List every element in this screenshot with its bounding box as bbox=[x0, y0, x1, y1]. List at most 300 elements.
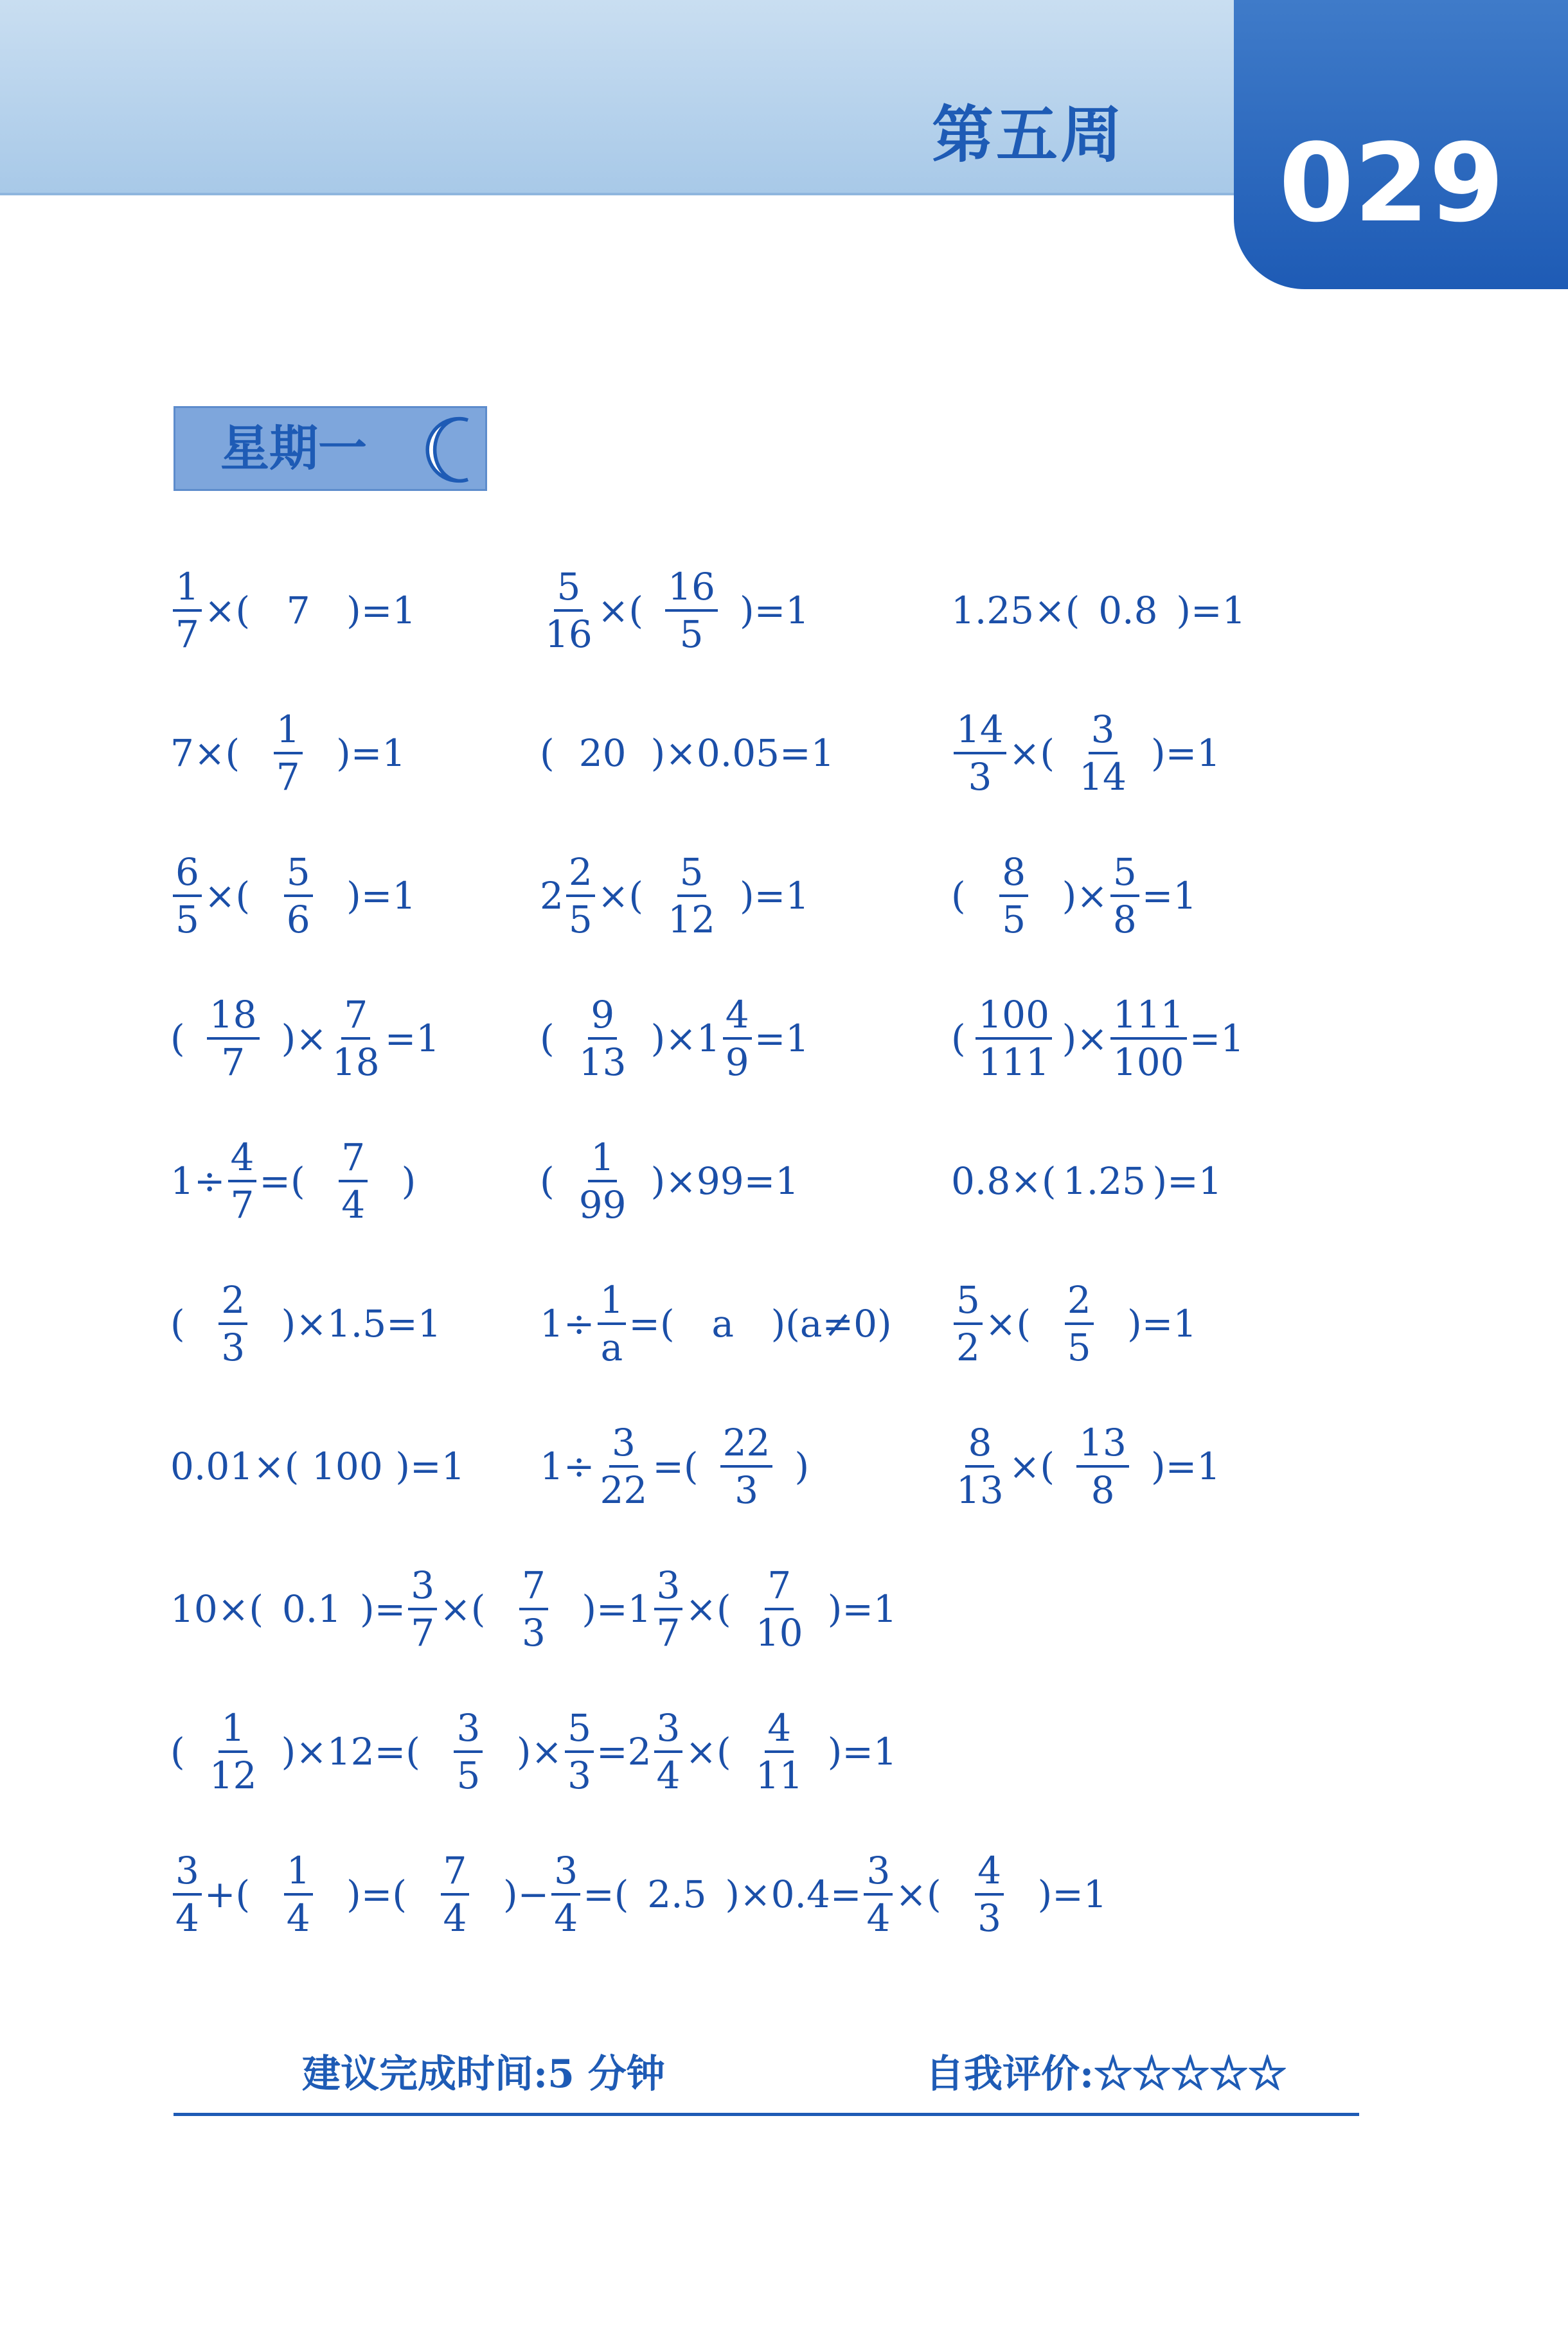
fraction-numerator: 7 bbox=[341, 996, 370, 1040]
expr-text: )=1 bbox=[740, 874, 810, 918]
filled-answer bbox=[1074, 707, 1132, 799]
expr-text: 0.8×( bbox=[951, 1159, 1056, 1203]
exercise-item bbox=[170, 1687, 897, 1816]
fraction-numerator: 4 bbox=[723, 996, 752, 1040]
fraction bbox=[1076, 1421, 1129, 1512]
filled-answer bbox=[1098, 589, 1157, 632]
exercise-item bbox=[540, 1402, 809, 1531]
fraction-denominator: 13 bbox=[956, 1468, 1004, 1512]
fraction bbox=[274, 707, 303, 799]
fraction-numerator: 1 bbox=[274, 711, 303, 754]
fraction-denominator: 7 bbox=[411, 1611, 435, 1655]
fraction bbox=[454, 1706, 483, 1797]
exercise-row bbox=[0, 1830, 1568, 1959]
expr-text: ( bbox=[540, 1017, 555, 1060]
expr-text: 1÷ bbox=[170, 1159, 226, 1203]
fraction bbox=[976, 993, 1052, 1084]
expr-text: =( bbox=[652, 1445, 699, 1488]
fraction bbox=[954, 1421, 1006, 1512]
answer-blank[interactable] bbox=[185, 1706, 281, 1797]
answer-blank[interactable] bbox=[185, 993, 281, 1084]
fraction-numerator: 3 bbox=[864, 1852, 893, 1896]
answer-blank[interactable] bbox=[966, 850, 1062, 941]
self-evaluation: 自我评价:☆☆☆☆☆ bbox=[925, 2052, 1287, 2097]
answer-blank[interactable] bbox=[185, 1278, 281, 1369]
suggested-time: 建议完成时间:5 分钟 bbox=[302, 2052, 665, 2097]
expr-text: ( bbox=[540, 731, 555, 775]
fraction-numerator: 3 bbox=[1089, 711, 1118, 754]
expr-text: =1 bbox=[754, 1017, 810, 1060]
expr-text: 100 bbox=[312, 1445, 383, 1488]
fraction bbox=[218, 1278, 247, 1369]
expr-text: ×( bbox=[895, 1872, 941, 1916]
fraction-denominator: 4 bbox=[341, 1183, 366, 1227]
expr-text: ×( bbox=[597, 874, 644, 918]
fraction-denominator: 7 bbox=[221, 1040, 245, 1084]
expr-text: )×1 bbox=[650, 1017, 720, 1060]
fraction-denominator: 6 bbox=[286, 898, 310, 941]
expr-text: 7 bbox=[286, 589, 310, 632]
exercise-item bbox=[170, 974, 440, 1103]
page-number: 029 bbox=[1279, 120, 1504, 246]
fraction-denominator: 100 bbox=[1112, 1040, 1184, 1084]
fraction-numerator: 1 bbox=[218, 1709, 247, 1753]
fraction-numerator: 2 bbox=[1065, 1281, 1094, 1325]
expr-text: )=1 bbox=[1176, 589, 1246, 632]
fraction bbox=[330, 993, 382, 1084]
expr-text: ×( bbox=[1008, 731, 1055, 775]
fraction bbox=[665, 565, 718, 656]
answer-blank[interactable] bbox=[555, 731, 651, 775]
expr-text: )=1 bbox=[740, 589, 810, 632]
exercise-item bbox=[540, 546, 809, 675]
filled-answer bbox=[282, 1587, 341, 1631]
expr-text: )=1 bbox=[346, 589, 416, 632]
expr-text: )× bbox=[516, 1730, 563, 1774]
fraction-numerator: 16 bbox=[665, 568, 718, 612]
filled-answer bbox=[281, 1849, 316, 1940]
exercise-row bbox=[0, 1687, 1568, 1816]
fraction-numerator: 3 bbox=[609, 1424, 638, 1468]
fraction-numerator: 4 bbox=[765, 1709, 794, 1753]
expr-text: ×( bbox=[440, 1587, 486, 1631]
fraction-denominator: 99 bbox=[578, 1183, 627, 1227]
filled-answer bbox=[336, 1135, 370, 1227]
exercise-item bbox=[540, 832, 809, 960]
expr-text: ×( bbox=[685, 1730, 731, 1774]
answer-blank[interactable] bbox=[555, 993, 651, 1084]
fraction-denominator: 3 bbox=[567, 1754, 592, 1797]
fraction-numerator: 1 bbox=[173, 568, 202, 612]
expr-text: ) bbox=[794, 1445, 810, 1488]
fraction-denominator: 3 bbox=[221, 1326, 245, 1369]
fraction-numerator: 8 bbox=[965, 1424, 994, 1468]
expr-text: )(a≠0) bbox=[771, 1302, 892, 1346]
fraction bbox=[864, 1849, 893, 1940]
expr-text: )=1 bbox=[1127, 1302, 1197, 1346]
fraction-numerator: 18 bbox=[207, 996, 260, 1040]
fraction-denominator: 4 bbox=[866, 1896, 891, 1940]
fraction bbox=[723, 993, 752, 1084]
expr-text: =1 bbox=[384, 1017, 440, 1060]
exercise-item bbox=[170, 1830, 1107, 1959]
fraction-denominator: 5 bbox=[456, 1754, 481, 1797]
fraction-numerator: 3 bbox=[551, 1852, 580, 1896]
filled-answer bbox=[451, 1706, 485, 1797]
exercise-row bbox=[0, 1259, 1568, 1388]
fraction-numerator: 2 bbox=[218, 1281, 247, 1325]
fraction-denominator: 5 bbox=[1002, 898, 1026, 941]
answer-blank[interactable] bbox=[299, 1445, 395, 1488]
expr-text: )=1 bbox=[1151, 731, 1221, 775]
fraction-numerator: 14 bbox=[954, 711, 1006, 754]
fraction-numerator: 8 bbox=[999, 853, 1028, 897]
filled-answer bbox=[281, 850, 316, 941]
filled-answer bbox=[997, 850, 1031, 941]
fraction bbox=[753, 1563, 806, 1655]
fraction bbox=[566, 850, 595, 941]
expr-text: 0.01×( bbox=[170, 1445, 299, 1488]
expr-text: ×( bbox=[984, 1302, 1031, 1346]
answer-blank[interactable] bbox=[966, 993, 1062, 1084]
fraction-denominator: 14 bbox=[1079, 755, 1127, 799]
fraction-denominator: 22 bbox=[600, 1468, 648, 1512]
expr-text: ( bbox=[170, 1302, 185, 1346]
filled-answer bbox=[1074, 1421, 1132, 1512]
fraction bbox=[576, 993, 629, 1084]
expr-text: 1.25 bbox=[1062, 1159, 1146, 1203]
fraction-denominator: 18 bbox=[332, 1040, 380, 1084]
fraction-numerator: 13 bbox=[1076, 1424, 1129, 1468]
exercise-item bbox=[951, 832, 1197, 960]
expr-text: a bbox=[711, 1302, 734, 1346]
fraction-numerator: 5 bbox=[954, 1281, 983, 1325]
filled-answer bbox=[663, 565, 720, 656]
footer bbox=[174, 2042, 1359, 2116]
expr-text: ×( bbox=[204, 589, 251, 632]
fraction bbox=[720, 1421, 773, 1512]
fraction bbox=[975, 1849, 1004, 1940]
answer-blank[interactable] bbox=[240, 707, 336, 799]
expr-text: )×99=1 bbox=[650, 1159, 799, 1203]
week-title: 第五周 bbox=[932, 99, 1125, 171]
filled-answer bbox=[711, 1302, 734, 1346]
exercise-row bbox=[0, 1117, 1568, 1245]
answer-blank[interactable] bbox=[731, 1706, 828, 1797]
exercise-item bbox=[170, 1117, 416, 1245]
exercise-row bbox=[0, 1545, 1568, 1673]
exercise-item bbox=[951, 974, 1244, 1103]
fraction-numerator: 5 bbox=[284, 853, 313, 897]
filled-answer bbox=[204, 993, 262, 1084]
fraction bbox=[551, 1849, 580, 1940]
expr-text: ( bbox=[170, 1017, 185, 1060]
fraction bbox=[441, 1849, 470, 1940]
fraction bbox=[665, 850, 718, 941]
filled-answer bbox=[751, 1706, 808, 1797]
fraction-denominator: 11 bbox=[755, 1754, 803, 1797]
filled-answer bbox=[663, 850, 720, 941]
fraction bbox=[654, 1706, 683, 1797]
expr-text: ×( bbox=[685, 1587, 731, 1631]
expr-text: )=( bbox=[346, 1872, 407, 1916]
fraction-denominator: 7 bbox=[276, 755, 300, 799]
answer-blank[interactable] bbox=[485, 1563, 582, 1655]
fraction bbox=[408, 1563, 437, 1655]
exercise-row bbox=[0, 546, 1568, 675]
exercise-item bbox=[170, 1259, 441, 1388]
answer-blank[interactable] bbox=[643, 850, 740, 941]
fraction-denominator: 3 bbox=[968, 755, 992, 799]
expr-text: ( bbox=[951, 1017, 966, 1060]
exercise-item bbox=[170, 689, 405, 817]
fraction bbox=[565, 1706, 594, 1797]
fraction bbox=[954, 707, 1006, 799]
answer-blank[interactable] bbox=[628, 1872, 725, 1916]
fraction-numerator: 111 bbox=[1110, 996, 1187, 1040]
fraction-denominator: 7 bbox=[230, 1183, 254, 1227]
expr-text: 1.25×( bbox=[951, 589, 1080, 632]
filled-answer bbox=[1063, 1159, 1146, 1203]
answer-blank[interactable] bbox=[1031, 1278, 1127, 1369]
fraction-numerator: 7 bbox=[519, 1567, 548, 1610]
expr-text: ) bbox=[401, 1159, 416, 1203]
exercise-item bbox=[540, 689, 835, 817]
fraction-denominator: 4 bbox=[286, 1896, 310, 1940]
filled-answer bbox=[574, 993, 632, 1084]
fraction-numerator: 3 bbox=[173, 1852, 202, 1896]
fraction-numerator: 4 bbox=[228, 1139, 257, 1182]
fraction bbox=[284, 1849, 313, 1940]
fraction-denominator: 13 bbox=[578, 1040, 627, 1084]
fraction-numerator: 6 bbox=[173, 853, 202, 897]
expr-text: ×( bbox=[1008, 1445, 1055, 1488]
expr-text: =1 bbox=[1189, 1017, 1245, 1060]
fraction-numerator: 7 bbox=[441, 1852, 470, 1896]
expr-text: 7×( bbox=[170, 731, 240, 775]
day-label-banner bbox=[174, 406, 487, 491]
expr-text: )×0.4= bbox=[725, 1872, 862, 1916]
fraction-denominator: 7 bbox=[175, 612, 199, 656]
expr-text: )=1 bbox=[1151, 1445, 1221, 1488]
fraction bbox=[207, 993, 260, 1084]
expr-text: ×( bbox=[597, 589, 644, 632]
fraction-denominator: 4 bbox=[656, 1754, 681, 1797]
fraction bbox=[542, 565, 595, 656]
exercise-item bbox=[951, 1117, 1222, 1245]
fraction bbox=[999, 850, 1028, 941]
fraction bbox=[954, 1278, 983, 1369]
answer-blank[interactable] bbox=[1080, 589, 1176, 632]
exercise-item bbox=[540, 1259, 892, 1388]
filled-answer bbox=[973, 993, 1055, 1084]
filled-answer bbox=[312, 1445, 383, 1488]
answer-blank[interactable] bbox=[731, 1563, 828, 1655]
expr-text: )=1 bbox=[827, 1730, 897, 1774]
answer-blank[interactable] bbox=[1055, 707, 1151, 799]
answer-blank[interactable] bbox=[643, 565, 740, 656]
fraction bbox=[1110, 993, 1187, 1084]
filled-answer bbox=[751, 1563, 808, 1655]
fraction bbox=[1076, 707, 1129, 799]
filled-answer bbox=[204, 1706, 262, 1797]
exercise-row bbox=[0, 1402, 1568, 1531]
answer-blank[interactable] bbox=[699, 1421, 795, 1512]
fraction-denominator: 2 bbox=[956, 1326, 980, 1369]
fraction bbox=[173, 565, 202, 656]
expr-text: )=1 bbox=[336, 731, 406, 775]
expr-text: ( bbox=[951, 874, 966, 918]
fraction-numerator: 5 bbox=[1110, 853, 1139, 897]
fraction-denominator: 12 bbox=[668, 898, 715, 941]
expr-text: 2 bbox=[540, 874, 564, 918]
fraction-numerator: 3 bbox=[408, 1567, 437, 1610]
fraction-denominator: 3 bbox=[521, 1611, 546, 1655]
fraction bbox=[654, 1563, 683, 1655]
expr-text: )×1.5=1 bbox=[281, 1302, 441, 1346]
expr-text: =( bbox=[628, 1302, 675, 1346]
fraction-numerator: 2 bbox=[566, 853, 595, 897]
fraction-numerator: 3 bbox=[454, 1709, 483, 1753]
exercise-item bbox=[951, 1259, 1197, 1388]
fraction-denominator: 111 bbox=[978, 1040, 1049, 1084]
exercise-item bbox=[170, 1545, 897, 1673]
fraction bbox=[753, 1706, 806, 1797]
answer-blank[interactable] bbox=[675, 1302, 771, 1346]
filled-answer bbox=[271, 707, 305, 799]
fraction bbox=[519, 1563, 548, 1655]
expr-text: ( bbox=[540, 1159, 555, 1203]
fraction-denominator: 10 bbox=[755, 1611, 803, 1655]
answer-blank[interactable] bbox=[250, 589, 346, 632]
filled-answer bbox=[718, 1421, 776, 1512]
fraction-numerator: 4 bbox=[975, 1852, 1004, 1896]
fraction-numerator: 1 bbox=[284, 1852, 313, 1896]
answer-blank[interactable] bbox=[407, 1849, 503, 1940]
answer-blank[interactable] bbox=[305, 1135, 402, 1227]
filled-answer bbox=[579, 731, 627, 775]
expr-text: )=1 bbox=[582, 1587, 652, 1631]
answer-blank[interactable] bbox=[941, 1849, 1038, 1940]
fraction bbox=[284, 850, 313, 941]
answer-blank[interactable] bbox=[250, 1849, 346, 1940]
fraction-numerator: 22 bbox=[720, 1424, 773, 1468]
expr-text: )=1 bbox=[395, 1445, 465, 1488]
fraction bbox=[576, 1135, 629, 1227]
exercise-item bbox=[170, 546, 416, 675]
fraction bbox=[228, 1135, 257, 1227]
expr-text: =( bbox=[583, 1872, 629, 1916]
expr-text: )×12=( bbox=[281, 1730, 420, 1774]
answer-blank[interactable] bbox=[250, 850, 346, 941]
expr-text: 10×( bbox=[170, 1587, 264, 1631]
filled-answer bbox=[972, 1849, 1006, 1940]
expr-text: 20 bbox=[578, 731, 627, 775]
answer-blank[interactable] bbox=[263, 1587, 360, 1631]
filled-answer bbox=[287, 589, 310, 632]
fraction-numerator: 5 bbox=[677, 853, 706, 897]
exercise-item bbox=[170, 832, 416, 960]
fraction-numerator: 7 bbox=[339, 1139, 368, 1182]
fraction bbox=[1110, 850, 1139, 941]
fraction-denominator: 7 bbox=[656, 1611, 681, 1655]
expr-text: ×( bbox=[204, 874, 251, 918]
fraction-denominator: 3 bbox=[977, 1896, 1002, 1940]
fraction-numerator: 5 bbox=[554, 568, 583, 612]
fraction bbox=[598, 1278, 627, 1369]
fraction-numerator: 3 bbox=[654, 1567, 683, 1610]
fraction bbox=[173, 850, 202, 941]
expr-text: )×0.05=1 bbox=[650, 731, 835, 775]
fraction-denominator: 8 bbox=[1112, 898, 1137, 941]
expr-text: =2 bbox=[596, 1730, 652, 1774]
fraction-numerator: 7 bbox=[765, 1567, 794, 1610]
fraction-denominator: 3 bbox=[735, 1468, 758, 1512]
answer-blank[interactable] bbox=[1056, 1159, 1152, 1203]
expr-text: 1÷ bbox=[540, 1302, 595, 1346]
fraction bbox=[598, 1421, 650, 1512]
fraction-numerator: 3 bbox=[654, 1709, 683, 1753]
expr-text: +( bbox=[204, 1872, 251, 1916]
fraction-denominator: 5 bbox=[568, 898, 592, 941]
fraction-denominator: 5 bbox=[1067, 1326, 1091, 1369]
expr-text: )× bbox=[1062, 1017, 1108, 1060]
exercise-item bbox=[951, 1402, 1220, 1531]
expr-text: )× bbox=[1062, 874, 1108, 918]
fraction-numerator: 1 bbox=[598, 1281, 627, 1325]
exercise-row bbox=[0, 832, 1568, 960]
fraction-denominator: 12 bbox=[209, 1754, 257, 1797]
filled-answer bbox=[647, 1872, 706, 1916]
fraction-numerator: 5 bbox=[565, 1709, 594, 1753]
expr-text: )=1 bbox=[1037, 1872, 1107, 1916]
expr-text: )=1 bbox=[1152, 1159, 1222, 1203]
fraction bbox=[173, 1849, 202, 1940]
expr-text: 2.5 bbox=[647, 1872, 707, 1916]
expr-text: 1÷ bbox=[540, 1445, 595, 1488]
expr-text: )=1 bbox=[827, 1587, 897, 1631]
exercise-row bbox=[0, 689, 1568, 817]
expr-text: ( bbox=[170, 1730, 185, 1774]
fraction-denominator: 4 bbox=[554, 1896, 578, 1940]
filled-answer bbox=[438, 1849, 472, 1940]
exercise-item bbox=[951, 546, 1246, 675]
fraction-denominator: a bbox=[600, 1326, 623, 1369]
expr-text: )=1 bbox=[346, 874, 416, 918]
expr-text: =( bbox=[259, 1159, 305, 1203]
fraction-numerator: 1 bbox=[588, 1139, 617, 1182]
fraction-denominator: 4 bbox=[443, 1896, 467, 1940]
expr-text: )× bbox=[281, 1017, 327, 1060]
filled-answer bbox=[517, 1563, 551, 1655]
fraction bbox=[207, 1706, 260, 1797]
expr-text: 0.8 bbox=[1098, 589, 1158, 632]
answer-blank[interactable] bbox=[555, 1135, 651, 1227]
answer-blank[interactable] bbox=[420, 1706, 517, 1797]
exercise-item bbox=[170, 1402, 465, 1531]
fraction-denominator: 4 bbox=[175, 1896, 199, 1940]
crescent-moon-icon bbox=[418, 414, 489, 485]
exercise-item bbox=[540, 974, 809, 1103]
expr-text: 0.1 bbox=[281, 1587, 342, 1631]
day-label: 星期一 bbox=[220, 420, 367, 477]
fraction-denominator: 5 bbox=[175, 898, 199, 941]
exercise-row bbox=[0, 974, 1568, 1103]
fraction-denominator: 16 bbox=[545, 612, 592, 656]
fraction bbox=[339, 1135, 368, 1227]
answer-blank[interactable] bbox=[1055, 1421, 1151, 1512]
fraction-denominator: 9 bbox=[725, 1040, 749, 1084]
